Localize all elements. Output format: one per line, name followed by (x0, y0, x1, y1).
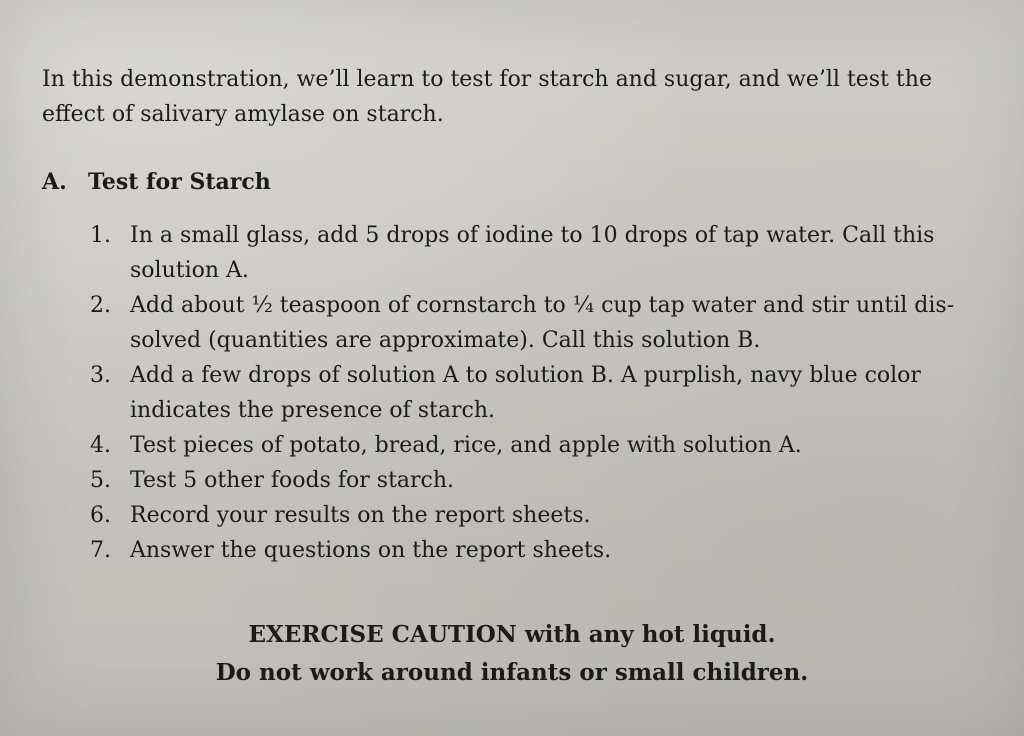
list-item (90, 463, 970, 498)
caution-line-2: Do not work around infants or small children. (215, 659, 809, 686)
step-number: 7. (90, 538, 111, 563)
section-title: Test for Starch (88, 169, 271, 195)
intro-paragraph: In this demonstration, we’ll learn to test for starch and sugar, and we’ll test the effect of salivary amylase on starch. (42, 67, 932, 127)
step-text: Add about ½ teaspoon of cornstarch to ¼ cup tap water and stir until dis-solved (quantities are approximate). Call this solution B. (130, 293, 955, 353)
step-text: Test pieces of potato, bread, rice, and apple with solution A. (130, 433, 802, 458)
step-text: Record your results on the report sheets. (130, 503, 591, 528)
list-item (90, 218, 970, 288)
caution-line-1: EXERCISE CAUTION with any hot liquid. (248, 621, 776, 648)
section-letter: A. (42, 169, 67, 195)
list-item (90, 288, 970, 358)
step-text: Add a few drops of solution A to solution B. A purplish, navy blue color indicates the presence of starch. (130, 363, 921, 423)
step-text: Answer the questions on the report sheets. (130, 538, 612, 563)
section-heading (42, 166, 271, 198)
list-item (90, 498, 970, 533)
list-item (90, 428, 970, 463)
step-number: 6. (90, 503, 111, 528)
list-item (90, 533, 970, 568)
step-number: 5. (90, 468, 111, 493)
step-number: 2. (90, 293, 111, 318)
step-text: Test 5 other foods for starch. (130, 468, 455, 493)
caution-notice (0, 616, 1024, 692)
step-number: 4. (90, 433, 111, 458)
starch-test-steps (90, 218, 970, 568)
step-text: In a small glass, add 5 drops of iodine to 10 drops of tap water. Call this solution A. (130, 223, 935, 283)
step-number: 3. (90, 363, 111, 388)
step-number: 1. (90, 223, 111, 248)
list-item (90, 358, 970, 428)
